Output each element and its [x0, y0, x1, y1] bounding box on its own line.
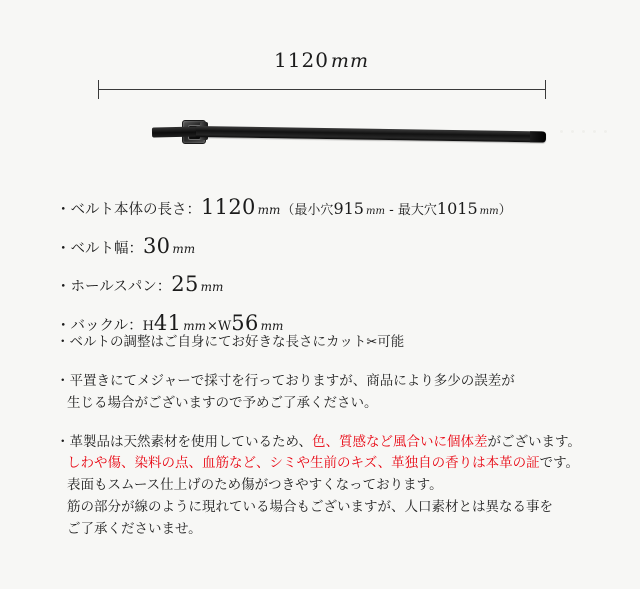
spec-height-value: 41	[153, 310, 182, 335]
dimension-value: 1120	[274, 48, 329, 72]
spec-bullet: ・	[56, 202, 71, 218]
note-measurement-tolerance	[56, 371, 616, 415]
spec-row-width	[56, 231, 596, 263]
note-line-2	[56, 453, 616, 475]
note-cut-adjustment	[56, 332, 616, 354]
note-line-1-suffix: がございます。	[487, 433, 581, 450]
spec-label: ベルト幅：	[70, 240, 143, 257]
spec-height-unit: mm	[183, 318, 207, 333]
note-line-4: 筋の部分が線のように現れている場合もございますが、人口素材とは異なる事を	[67, 499, 553, 516]
spec-label: ホールスパン：	[70, 279, 172, 295]
spec-label: ベルト本体の長さ：	[70, 202, 201, 218]
spec-width-value: 56	[231, 310, 259, 335]
spec-value: 1120	[201, 195, 256, 219]
spec-width-prefix: W	[217, 318, 232, 334]
spec-unit: mm	[172, 241, 196, 256]
note-line-5: ご了承くださいませ。	[67, 521, 202, 538]
spec-bullet: ・	[56, 317, 71, 334]
belt-illustration	[92, 112, 554, 158]
note-line-2-suffix: です。	[539, 455, 580, 472]
note-line-1-highlight: 色、質感など風合いに個体差	[311, 433, 488, 450]
note-line-1	[56, 434, 581, 450]
note-list	[56, 332, 616, 558]
spec-note-max-unit: mm	[479, 206, 499, 217]
spec-row-total-length	[56, 192, 596, 224]
note-line: 生じる場合がございますので予めご了承ください。	[67, 394, 378, 411]
note-leather-characteristics	[56, 432, 616, 541]
spec-value: 30	[143, 233, 171, 258]
note-line-1-prefix: ・革製品は天然素材を使用しているため、	[56, 433, 312, 450]
dimension-unit: mm	[330, 50, 369, 72]
dimension-arrow-icon	[98, 80, 546, 100]
spec-label: バックル：	[70, 317, 143, 334]
spec-unit: mm	[200, 280, 224, 294]
dimension-label	[98, 48, 546, 72]
spec-note-close: ）	[498, 203, 512, 218]
note-text-tail: 可能	[377, 334, 405, 350]
belt-strap	[196, 126, 546, 142]
note-text: ・ベルトの調整はご自身にてお好きな長さにカット	[56, 334, 367, 350]
spec-dimension-separator: ×	[207, 318, 218, 334]
spec-list	[56, 192, 596, 346]
spec-unit: mm	[257, 203, 281, 217]
note-line-3: 表面もスムース仕上げのため傷がつきやすくなっております。	[67, 477, 443, 494]
overall-dimension	[98, 48, 546, 100]
spec-note-min-value: 915	[333, 199, 364, 218]
note-line: ・平置きにてメジャーで採寸を行っておりますが、商品により多少の誤差が	[56, 372, 515, 389]
spec-row-hole-span	[56, 269, 596, 301]
spec-note-open: （最小穴	[281, 203, 334, 218]
scissors-icon: ✂	[366, 335, 378, 350]
spec-height-prefix: H	[142, 318, 154, 334]
spec-bullet: ・	[56, 279, 71, 295]
belt-tip	[152, 126, 200, 137]
spec-note-separator: - 最大穴	[384, 203, 437, 218]
spec-bullet: ・	[56, 240, 71, 257]
spec-note-max-value: 1015	[436, 199, 478, 218]
belt-holes	[560, 129, 616, 137]
note-line-2-highlight: しわや傷、染料の点、血筋など、シミや生前のキズ、革独自の香りは本革の証	[67, 455, 540, 472]
spec-note-min-unit: mm	[365, 206, 385, 217]
spec-value: 25	[171, 272, 199, 296]
spec-width-unit: mm	[260, 318, 284, 333]
